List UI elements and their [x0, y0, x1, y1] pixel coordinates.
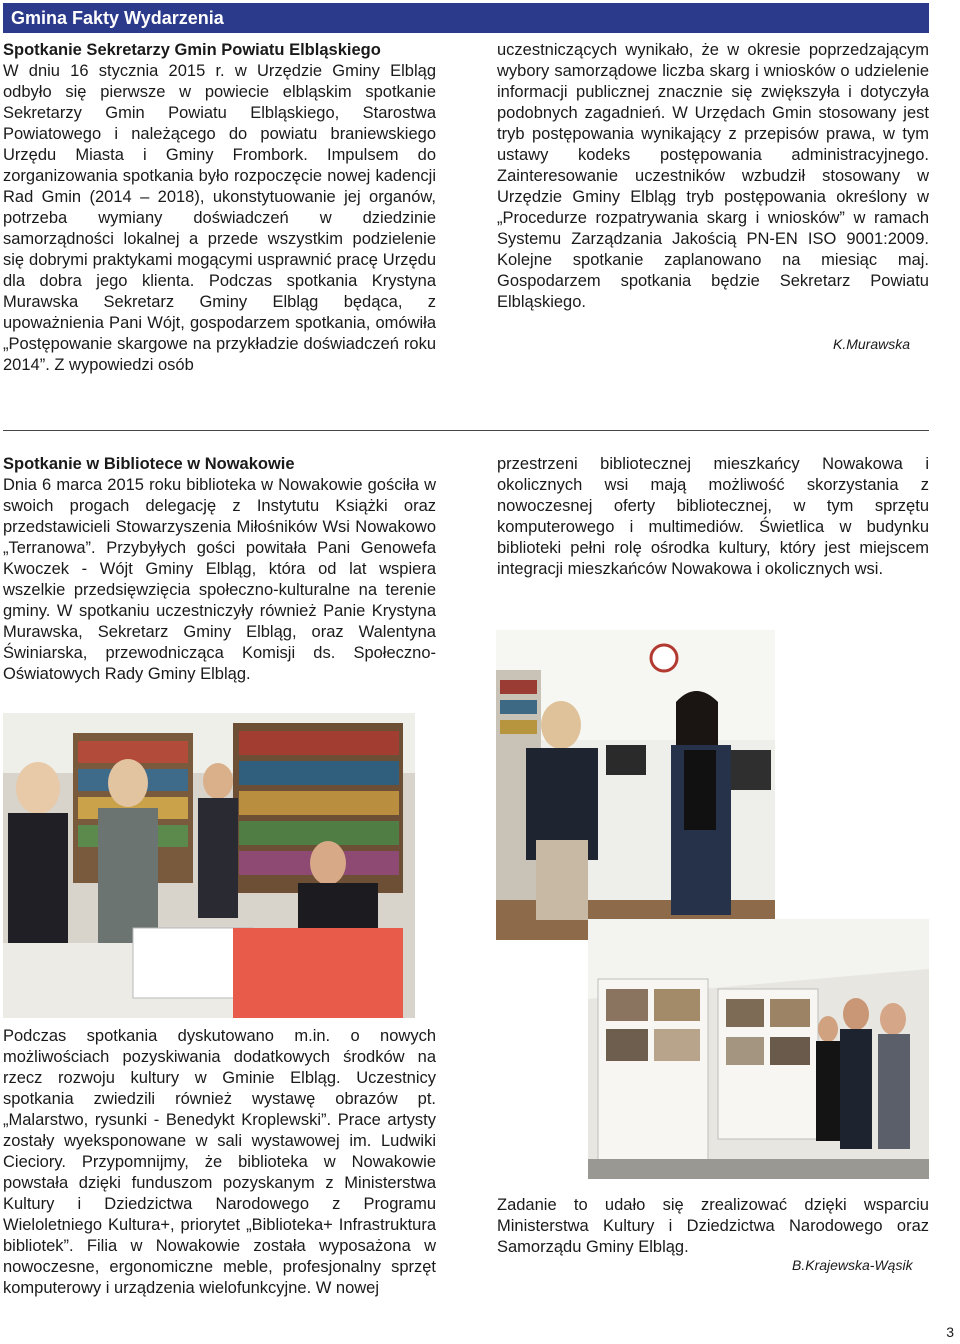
photo-library-conversation: [496, 630, 775, 940]
article2-column-left-bottom: [3, 1026, 436, 1299]
section-title: Gmina Fakty Wydarzenia: [11, 8, 224, 28]
article1-column-right: [497, 40, 929, 313]
article2-column-left-top: [3, 454, 436, 685]
article2-body-left-bottom: Podczas spotkania dyskutowano m.in. o nowych możliwościach pozyskiwania dodatkowych środków na rzecz rozwoju kultury w Gminie Elbląg. Uczestnicy spotkania zwiedzili również wystawę obrazów pt. „Malarstwo, rysunki - Benedykt Kroplewski”. Prace artysty zostały wyeksponowane w sali wystawowej im. Ludwiki Cieciory. Przypomnijmy, że biblioteka w Nowakowie powstała dzięki funduszom pozyskanym z Ministerstwa Kultury i Dziedzictwa Narodowego z Programu Wieloletniego Kultura+, priorytet „Biblioteka+ Infrastruktura bibliotek”. Filia w Nowakowie została wyposażona w nowoczesne, ergonomiczne meble, profesjonalny sprzęt komputerowy i urządzenia wielofunkcyjne. W nowej: [3, 1027, 436, 1297]
article2-signature: B.Krajewska-Wąsik: [792, 1257, 913, 1273]
article2-body-right-top: przestrzeni bibliotecznej mieszkańcy Nowakowa i okolicznych wsi mają możliwość skorzystania z nowoczesnej oferty bibliotecznej, w tym sprzętu komputerowego i multimediów. Świetlica w budynku biblioteki pełni rolę ośrodka kultury, który jest miejscem integracji mieszkańców Nowakowa i okolicznych wsi.: [497, 455, 929, 578]
article-divider: [3, 430, 929, 431]
article2-body-right-bottom: Zadanie to udało się zrealizować dzięki wsparciu Ministerstwa Kultury i Dziedzictwa Narodowego oraz Samorządu Gminy Elbląg.: [497, 1196, 929, 1256]
article1-signature: K.Murawska: [833, 336, 911, 352]
article1-column-left: [3, 40, 436, 376]
article2-column-right-bottom: [497, 1195, 929, 1258]
photo-library-reading: [3, 713, 415, 1018]
page-number: 3: [946, 1324, 954, 1340]
section-header: [3, 3, 929, 33]
article2-title: Spotkanie w Bibliotece w Nowakowie: [3, 455, 295, 473]
article1-title: Spotkanie Sekretarzy Gmin Powiatu Elbląskiego: [3, 41, 381, 59]
article1-body-left: W dniu 16 stycznia 2015 r. w Urzędzie Gminy Elbląg odbyło się pierwsze w powiecie elbląskim spotkanie Sekretarzy Gmin Powiatu Elbląskiego, Starostwa Powiatowego i należącego do powiatu braniewskiego Urzędu Miasta i Gminy Frombork. Impulsem do zorganizowania spotkania było rozpoczęcie nowej kadencji Rad Gmin (2014 – 2018), ukonstytuowanie jej organów, potrzeba wymiany doświadczeń w dziedzinie samorządności lokalnej a przede wszystkim podzielenie się dobrymi praktykami mogącymi usprawnić pracę Urzędu dla dobra jego klienta. Podczas spotkania Krystyna Murawska Sekretarz Gminy Elbląg będąca, z upoważnienia Pani Wójt, gospodarzem spotkania, omówiła „Postępowanie skargowe na przykładzie doświadczeń roku 2014”. Z wypowiedzi osób: [3, 62, 436, 374]
photo-exhibition: [588, 919, 929, 1179]
article2-column-right-top: [497, 454, 929, 580]
article1-body-right: uczestniczących wynikało, że w okresie poprzedzającym wybory samorządowe liczba skarg i wniosków o udzielenie informacji publicznej znacznie się zwiększyła i dotyczyła podobnych zagadnień. W Urzędach Gmin stosowany jest tryb postępowania wynikający z przepisów prawa, w tym ustawy kodeks postępowania administracyjnego. Zainteresowanie uczestników wzbudził stosowany w Urzędzie Gminy Elbląg tryb postępowania określony w „Procedurze rozpatrywania skarg i wniosków” w ramach Systemu Zarządzania Jakością PN-EN ISO 9001:2009. Kolejne spotkanie zaplanowano na miesiąc maj. Gospodarzem spotkania będzie Sekretarz Powiatu Elbląskiego.: [497, 41, 929, 311]
article2-body-left-top: Dnia 6 marca 2015 roku biblioteka w Nowakowie gościła w swoich progach delegację z Instytutu Książki oraz przedstawicieli Stowarzyszenia Miłośników Wsi Nowakowo „Terranowa”. Przybyłych gości powitała Pani Genowefa Kwoczek - Wójt Gminy Elbląg, która od lat wspiera wszelkie przedsięwzięcia społeczno-kulturalne na terenie gminy. W spotkaniu uczestniczyły również Panie Krystyna Murawska, Sekretarz Gminy Elbląg, oraz Walentyna Świniarska, przewodnicząca Komisji ds. Społeczno-Oświatowych Rady Gminy Elbląg.: [3, 476, 436, 683]
